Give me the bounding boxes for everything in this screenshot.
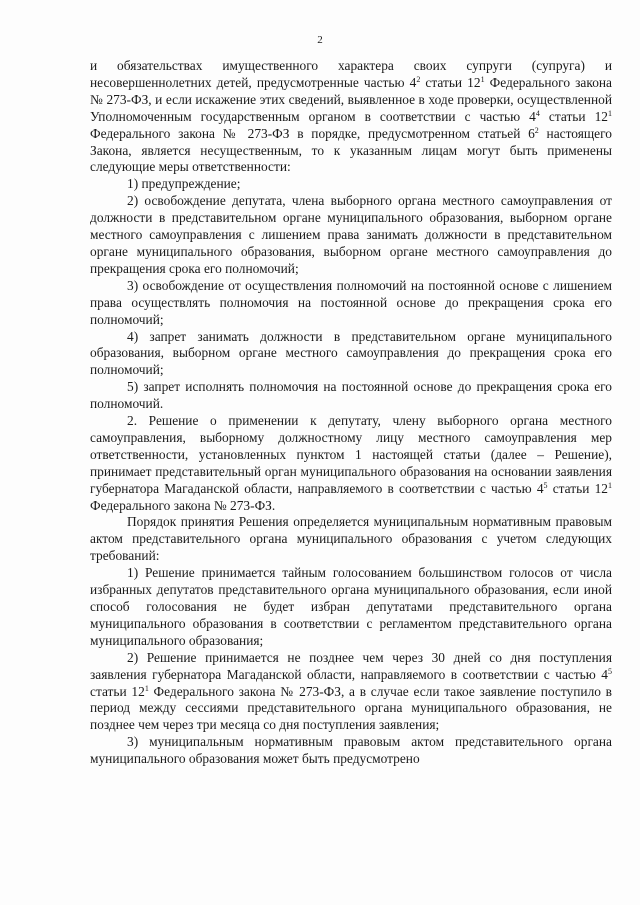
document-body xyxy=(90,58,612,768)
paragraph xyxy=(90,193,612,278)
superscript: 1 xyxy=(144,683,149,693)
text-run: 3) муниципальным нормативным правовым актом представительного органа муниципального образования может быть предусмотрено xyxy=(90,734,612,767)
superscript: 5 xyxy=(543,480,548,490)
page-number: 2 xyxy=(317,34,323,46)
paragraph xyxy=(90,379,612,413)
paragraph xyxy=(90,565,612,650)
paragraph xyxy=(90,329,612,380)
paragraph xyxy=(90,413,612,514)
paragraph xyxy=(90,650,612,735)
paragraph xyxy=(90,734,612,768)
superscript: 5 xyxy=(608,666,612,676)
text-run: статьи 12 xyxy=(539,108,608,124)
text-run: и обязательствах имущественного характера своих супруги (супруга) и несовершеннолетних детей, предусмотренные частью 4 xyxy=(90,58,612,90)
paragraph xyxy=(90,514,612,565)
text-run: 1) Решение принимается тайным голосованием большинством голосов от числа избранных депутатов представительного органа муниципального образования, если иной способ голосования не будет избран депутатами представительного органа муниципального образования в соответствии с регламентом представительного органа муниципального образования; xyxy=(90,565,612,648)
text-run: Порядок принятия Решения определяется муниципальным нормативным правовым актом представительного органа муниципального образования с учетом следующих требований: xyxy=(90,514,612,564)
text-run: 3) освобождение от осуществления полномочий на постоянной основе с лишением права осуществлять полномочия на постоянной основе до прекращения срока его полномочий; xyxy=(90,277,612,327)
superscript: 1 xyxy=(608,108,612,118)
text-run: 2. Решение о применении к депутату, члену выборного органа местного самоуправления, выборному должностному лицу местного самоуправления мер ответственности, установленных пунктом 1 настоящей статьи (далее – Решение), принимает представительный орган муниципального образования на основании заявления губернатора Магаданской области, направляемого в соответствии с частью 4 xyxy=(90,413,612,496)
superscript: 1 xyxy=(608,480,612,490)
text-run: статьи 12 xyxy=(90,683,145,699)
text-run: 2) освобождение депутата, члена выборного органа местного самоуправления от должности в представительном органе муниципального образования, выборном органе местного самоуправления с лишением права занимать должности в представительном органе муниципального образования, выборном органе местного самоуправления до прекращения срока его полномочий; xyxy=(90,193,612,276)
text-run: статьи 12 xyxy=(547,480,608,496)
text-run: Федерального закона № 273-ФЗ, и если искажение этих сведений, выявленное в ходе проверки, осуществленной Уполномоченным государственным органом в соответствии с частью 4 xyxy=(90,74,612,124)
text-run: статьи 12 xyxy=(420,74,481,90)
text-run: настоящего Закона, является несущественным, то к указанным лицам могут быть применены следующие меры ответственности: xyxy=(90,125,612,175)
paragraph xyxy=(90,278,612,329)
superscript: 1 xyxy=(480,74,485,84)
text-run: 1) предупреждение; xyxy=(127,176,241,192)
text-run: Федерального закона № 273-ФЗ, а в случае если такое заявление поступило в период между сессиями представительного органа муниципального образования, не позднее чем через три месяца со дня поступления заявления; xyxy=(90,683,613,733)
superscript: 4 xyxy=(535,108,540,118)
text-run: Федерального закона № 273-ФЗ. xyxy=(90,497,276,513)
text-run: 2) Решение принимается не позднее чем через 30 дней со дня поступления заявления губернатора Магаданской области, направляемого в соответствии с частью 4 xyxy=(90,649,612,682)
paragraph xyxy=(90,58,612,176)
superscript: 2 xyxy=(416,74,421,84)
superscript: 2 xyxy=(534,125,539,135)
text-run: 5) запрет исполнять полномочия на постоянной основе до прекращения срока его полномочий. xyxy=(90,379,612,412)
paragraph xyxy=(90,176,612,193)
text-run: Федерального закона № 273-ФЗ в порядке, предусмотренном статьей 6 xyxy=(90,125,535,141)
text-run: 4) запрет занимать должности в представительном органе муниципального образования, выборном органе местного самоуправления до прекращения срока его полномочий; xyxy=(90,328,612,378)
